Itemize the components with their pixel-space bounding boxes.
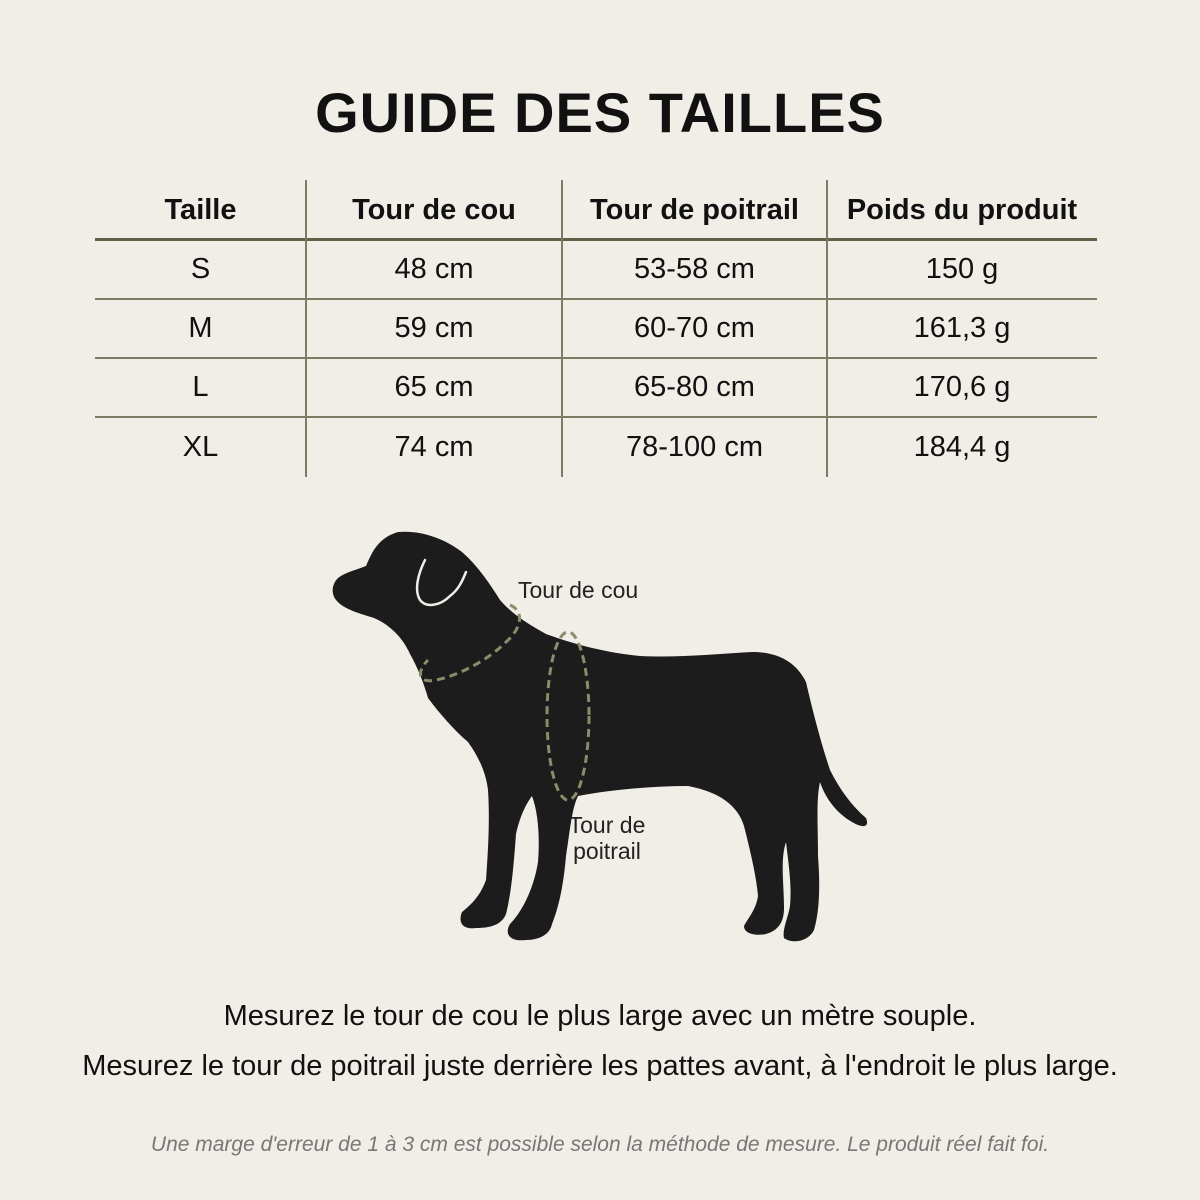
column-divider (561, 180, 563, 477)
header-tour-de-cou: Tour de cou (352, 193, 516, 226)
cell-chest: 78-100 cm (625, 430, 763, 463)
page-title: GUIDE DES TAILLES (315, 81, 885, 144)
row-divider (95, 298, 1097, 300)
cell-chest: 53-58 cm (634, 253, 755, 285)
cell-weight: 150 g (925, 253, 999, 285)
instruction-neck: Mesurez le tour de cou le plus large avec un mètre souple. (223, 1000, 977, 1032)
cell-neck: 59 cm (394, 312, 474, 344)
chest-label (552, 812, 662, 864)
cell-weight: 161,3 g (913, 312, 1011, 344)
row-divider (95, 416, 1097, 418)
column-divider (305, 180, 307, 477)
cell-neck: 65 cm (394, 371, 474, 403)
measurement-diagram (300, 520, 900, 960)
row-divider (95, 357, 1097, 359)
cell-size: XL (182, 430, 219, 463)
header-poids-du-produit: Poids du produit (846, 193, 1078, 226)
cell-chest: 60-70 cm (634, 312, 755, 344)
size-table (95, 180, 1097, 477)
instruction-chest: Mesurez le tour de poitrail juste derrière les pattes avant, à l'endroit le plus large. (82, 1050, 1118, 1082)
chest-label-line2: poitrail (573, 838, 641, 864)
neck-label: Tour de cou (518, 577, 639, 603)
disclaimer: Une marge d'erreur de 1 à 3 cm est possible selon la méthode de mesure. Le produit réel fait foi. (150, 1133, 1050, 1156)
cell-chest: 65-80 cm (634, 371, 755, 403)
cell-size: S (190, 253, 211, 285)
header-tour-de-poitrail: Tour de poitrail (590, 193, 799, 226)
cell-weight: 184,4 g (913, 430, 1011, 463)
cell-size: L (192, 371, 209, 403)
header-taille: Taille (164, 193, 237, 226)
cell-weight: 170,6 g (913, 371, 1011, 403)
column-divider (826, 180, 828, 477)
cell-neck: 48 cm (394, 253, 474, 285)
cell-size: M (188, 312, 213, 344)
header-rule (95, 238, 1097, 241)
chest-label-line1: Tour de (568, 812, 646, 838)
cell-neck: 74 cm (394, 430, 474, 463)
